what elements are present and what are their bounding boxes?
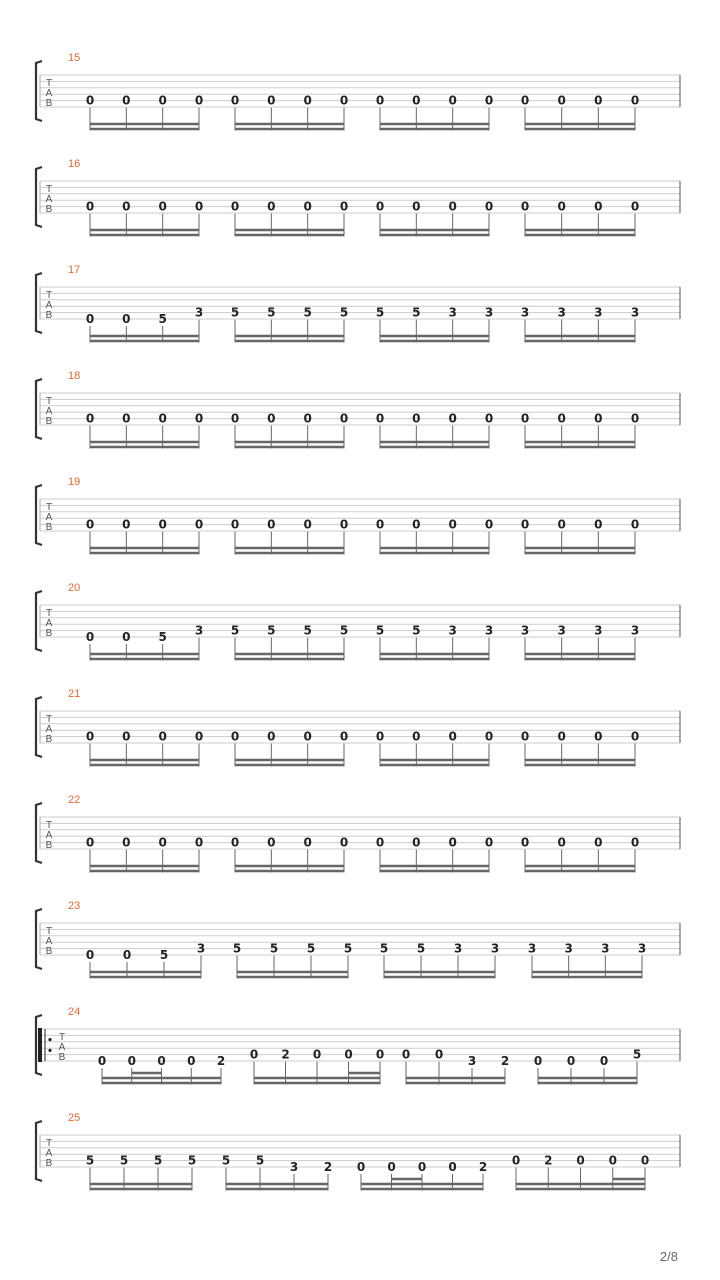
fret-number: 0 xyxy=(594,199,603,214)
fret-number: 0 xyxy=(594,411,603,426)
tab-clef-letter: T xyxy=(45,608,53,619)
fret-number: 0 xyxy=(267,729,276,744)
fret-number: 0 xyxy=(339,199,349,214)
fret-number: 0 xyxy=(484,729,494,744)
fret-number: 0 xyxy=(230,517,240,532)
fret-number: 5 xyxy=(412,623,421,638)
fret-number: 2 xyxy=(216,1054,226,1068)
tab-system xyxy=(36,900,680,979)
fret-number: 5 xyxy=(158,312,167,326)
fret-number: 0 xyxy=(158,93,167,108)
fret-number: 0 xyxy=(194,199,204,214)
fret-number: 0 xyxy=(594,93,603,108)
fret-number: 3 xyxy=(594,305,603,320)
fret-number: 0 xyxy=(356,1160,366,1174)
fret-number: 0 xyxy=(230,411,240,426)
fret-number: 0 xyxy=(448,199,457,214)
fret-number: 3 xyxy=(630,305,640,320)
fret-number: 0 xyxy=(484,517,494,532)
measure-number: 19 xyxy=(68,476,81,488)
fret-number: 0 xyxy=(230,199,240,214)
fret-number: 0 xyxy=(122,948,132,962)
fret-number: 0 xyxy=(303,835,312,850)
fret-number: 0 xyxy=(122,93,131,108)
fret-number: 3 xyxy=(520,623,530,638)
fret-number: 5 xyxy=(159,948,169,962)
fret-number: 5 xyxy=(416,941,426,956)
fret-number: 0 xyxy=(448,411,457,426)
fret-number: 5 xyxy=(230,623,240,638)
fret-number: 5 xyxy=(267,623,276,638)
tab-system xyxy=(36,158,680,237)
fret-number: 5 xyxy=(269,941,279,956)
fret-number: 0 xyxy=(484,411,494,426)
tab-clef-letter: A xyxy=(45,512,53,523)
fret-number: 0 xyxy=(412,93,421,108)
tab-clef-letter: A xyxy=(45,194,53,205)
fret-number: 0 xyxy=(339,517,349,532)
fret-number: 3 xyxy=(194,305,204,320)
system-bracket xyxy=(36,485,42,545)
fret-number: 0 xyxy=(187,1054,196,1068)
fret-number: 0 xyxy=(576,1153,585,1168)
tab-clef-letter: A xyxy=(45,618,53,629)
fret-number: 0 xyxy=(194,729,204,744)
tab-clef-letter: A xyxy=(45,300,53,311)
tab-clef-letter: B xyxy=(45,1158,53,1169)
fret-number: 0 xyxy=(303,411,312,426)
fret-number: 0 xyxy=(85,199,95,214)
measure-number: 23 xyxy=(68,900,81,912)
fret-number: 0 xyxy=(85,411,95,426)
fret-number: 0 xyxy=(85,835,95,850)
fret-number: 0 xyxy=(375,411,385,426)
fret-number: 0 xyxy=(85,517,95,532)
fret-number: 0 xyxy=(158,517,167,532)
fret-number: 0 xyxy=(520,835,530,850)
fret-number: 0 xyxy=(599,1054,609,1068)
fret-number: 2 xyxy=(478,1160,488,1174)
tab-clef-letter: T xyxy=(45,1138,53,1149)
fret-number: 3 xyxy=(289,1160,299,1174)
fret-number: 0 xyxy=(85,93,95,108)
fret-number: 3 xyxy=(557,305,566,320)
fret-number: 0 xyxy=(85,312,95,326)
fret-number: 3 xyxy=(520,305,530,320)
tab-clef-letter: B xyxy=(45,98,53,109)
tab-system xyxy=(36,370,680,449)
fret-number: 0 xyxy=(448,1160,457,1174)
system-bracket xyxy=(36,61,42,121)
fret-number: 0 xyxy=(484,93,494,108)
fret-number: 0 xyxy=(339,835,349,850)
fret-number: 0 xyxy=(448,729,457,744)
measure-number: 17 xyxy=(68,264,81,276)
fret-number: 0 xyxy=(557,835,566,850)
repeat-dot xyxy=(48,1049,51,1052)
system-bracket xyxy=(36,909,42,969)
fret-number: 0 xyxy=(122,835,131,850)
fret-number: 0 xyxy=(122,199,131,214)
fret-number: 0 xyxy=(434,1047,444,1062)
tab-clef-letter: B xyxy=(45,734,53,745)
fret-number: 0 xyxy=(594,729,603,744)
fret-number: 0 xyxy=(630,835,640,850)
fret-number: 0 xyxy=(630,411,640,426)
tab-system xyxy=(36,264,680,343)
fret-number: 0 xyxy=(375,517,385,532)
fret-number: 0 xyxy=(557,199,566,214)
tab-system xyxy=(36,476,680,555)
tab-system xyxy=(36,794,680,873)
fret-number: 0 xyxy=(412,729,421,744)
fret-number: 0 xyxy=(520,729,530,744)
fret-number: 3 xyxy=(564,941,573,956)
fret-number: 0 xyxy=(448,93,457,108)
fret-number: 0 xyxy=(303,93,312,108)
fret-number: 3 xyxy=(448,305,457,320)
fret-number: 0 xyxy=(194,517,204,532)
system-bracket xyxy=(36,167,42,227)
fret-number: 0 xyxy=(157,1054,166,1068)
fret-number: 0 xyxy=(520,411,530,426)
fret-number: 5 xyxy=(230,305,240,320)
tab-clef-letter: B xyxy=(45,416,53,427)
fret-number: 5 xyxy=(375,305,385,320)
fret-number: 0 xyxy=(303,517,312,532)
page-number: 2/8 xyxy=(659,1249,678,1264)
tab-clef-letter: T xyxy=(45,290,53,301)
tab-clef-letter: T xyxy=(58,1032,66,1043)
tab-clef-letter: B xyxy=(45,204,53,215)
system-bracket xyxy=(36,1121,42,1181)
fret-number: 5 xyxy=(303,305,312,320)
fret-number: 0 xyxy=(230,835,240,850)
fret-number: 3 xyxy=(490,941,500,956)
fret-number: 0 xyxy=(97,1054,107,1068)
system-bracket xyxy=(36,697,42,757)
repeat-dot xyxy=(48,1038,51,1041)
fret-number: 5 xyxy=(343,941,353,956)
fret-number: 0 xyxy=(484,835,494,850)
fret-number: 3 xyxy=(630,623,640,638)
fret-number: 0 xyxy=(158,729,167,744)
fret-number: 3 xyxy=(637,941,647,956)
fret-number: 0 xyxy=(158,411,167,426)
fret-number: 0 xyxy=(630,517,640,532)
fret-number: 0 xyxy=(267,199,276,214)
fret-number: 2 xyxy=(544,1153,553,1168)
fret-number: 0 xyxy=(85,948,95,962)
fret-number: 0 xyxy=(249,1047,259,1062)
fret-number: 0 xyxy=(448,517,457,532)
tab-clef-letter: B xyxy=(45,522,53,533)
fret-number: 0 xyxy=(122,517,131,532)
tab-clef-letter: T xyxy=(45,820,53,831)
fret-number: 0 xyxy=(375,729,385,744)
fret-number: 0 xyxy=(303,729,312,744)
fret-number: 0 xyxy=(267,835,276,850)
fret-number: 5 xyxy=(187,1153,197,1168)
fret-number: 5 xyxy=(339,623,349,638)
fret-number: 0 xyxy=(511,1153,521,1168)
fret-number: 3 xyxy=(448,623,457,638)
measure-number: 16 xyxy=(68,158,81,170)
fret-number: 0 xyxy=(640,1153,650,1168)
fret-number: 5 xyxy=(267,305,276,320)
fret-number: 5 xyxy=(232,941,242,956)
system-bracket xyxy=(36,591,42,651)
tab-clef-letter: T xyxy=(45,78,53,89)
fret-number: 3 xyxy=(467,1054,477,1068)
tab-clef-letter: T xyxy=(45,502,53,513)
tab-clef-letter: T xyxy=(45,184,53,195)
fret-number: 5 xyxy=(85,1153,95,1168)
fret-number: 2 xyxy=(323,1160,333,1174)
fret-number: 0 xyxy=(630,93,640,108)
fret-number: 0 xyxy=(412,411,421,426)
fret-number: 5 xyxy=(158,630,167,644)
tab-system xyxy=(36,582,680,661)
fret-number: 0 xyxy=(412,517,421,532)
fret-number: 5 xyxy=(119,1153,129,1168)
fret-number: 0 xyxy=(339,93,349,108)
fret-number: 3 xyxy=(484,305,494,320)
fret-number: 0 xyxy=(557,729,566,744)
fret-number: 0 xyxy=(267,411,276,426)
tab-clef-letter: B xyxy=(45,628,53,639)
tab-clef-letter: B xyxy=(45,946,53,957)
fret-number: 0 xyxy=(594,835,603,850)
fret-number: 3 xyxy=(527,941,537,956)
fret-number: 0 xyxy=(520,199,530,214)
fret-number: 0 xyxy=(158,199,167,214)
fret-number: 0 xyxy=(85,729,95,744)
fret-number: 3 xyxy=(601,941,610,956)
tab-clef-letter: A xyxy=(45,724,53,735)
tab-clef-letter: T xyxy=(45,396,53,407)
fret-number: 5 xyxy=(339,305,349,320)
fret-number: 3 xyxy=(557,623,566,638)
fret-number: 0 xyxy=(630,199,640,214)
fret-number: 3 xyxy=(196,941,206,956)
fret-number: 0 xyxy=(608,1153,617,1168)
fret-number: 3 xyxy=(594,623,603,638)
fret-number: 0 xyxy=(375,1047,385,1062)
fret-number: 0 xyxy=(230,729,240,744)
tab-clef-letter: A xyxy=(45,936,53,947)
tab-clef-letter: B xyxy=(45,310,53,321)
fret-number: 0 xyxy=(122,312,131,326)
fret-number: 0 xyxy=(401,1047,411,1062)
tab-system xyxy=(36,1006,680,1085)
repeat-thick-bar xyxy=(38,1028,42,1062)
fret-number: 5 xyxy=(153,1153,163,1168)
fret-number: 0 xyxy=(127,1054,136,1068)
tab-clef-letter: B xyxy=(45,840,53,851)
tab-clef-letter: A xyxy=(45,830,53,841)
fret-number: 0 xyxy=(533,1054,543,1068)
tab-clef-letter: A xyxy=(45,88,53,99)
fret-number: 0 xyxy=(303,199,312,214)
measure-number: 18 xyxy=(68,370,81,382)
fret-number: 2 xyxy=(281,1047,290,1062)
fret-number: 0 xyxy=(520,93,530,108)
tab-system xyxy=(36,688,680,767)
fret-number: 0 xyxy=(122,729,131,744)
fret-number: 0 xyxy=(566,1054,576,1068)
fret-number: 0 xyxy=(122,630,131,644)
system-bracket xyxy=(36,273,42,333)
fret-number: 0 xyxy=(339,729,349,744)
fret-number: 0 xyxy=(557,411,566,426)
fret-number: 5 xyxy=(255,1153,265,1168)
fret-number: 0 xyxy=(344,1047,353,1062)
fret-number: 5 xyxy=(375,623,385,638)
fret-number: 0 xyxy=(267,517,276,532)
fret-number: 5 xyxy=(306,941,316,956)
tab-system xyxy=(36,52,680,131)
fret-number: 0 xyxy=(85,630,95,644)
fret-number: 0 xyxy=(387,1160,396,1174)
fret-number: 5 xyxy=(412,305,421,320)
fret-number: 0 xyxy=(267,93,276,108)
fret-number: 0 xyxy=(194,835,204,850)
fret-number: 0 xyxy=(484,199,494,214)
fret-number: 0 xyxy=(194,411,204,426)
fret-number: 3 xyxy=(453,941,463,956)
fret-number: 5 xyxy=(303,623,312,638)
fret-number: 0 xyxy=(417,1160,427,1174)
system-bracket xyxy=(36,379,42,439)
fret-number: 0 xyxy=(230,93,240,108)
fret-number: 0 xyxy=(557,517,566,532)
fret-number: 3 xyxy=(194,623,204,638)
fret-number: 3 xyxy=(484,623,494,638)
fret-number: 0 xyxy=(122,411,131,426)
fret-number: 0 xyxy=(375,835,385,850)
tab-system xyxy=(36,1112,680,1191)
fret-number: 0 xyxy=(312,1047,322,1062)
fret-number: 0 xyxy=(412,835,421,850)
tab-clef-letter: T xyxy=(45,714,53,725)
tab-clef-letter: B xyxy=(58,1052,66,1063)
measure-number: 25 xyxy=(68,1112,81,1124)
fret-number: 5 xyxy=(632,1047,642,1062)
fret-number: 0 xyxy=(557,93,566,108)
tab-clef-letter: A xyxy=(45,406,53,417)
fret-number: 0 xyxy=(448,835,457,850)
tab-clef-letter: A xyxy=(58,1042,66,1053)
measure-number: 20 xyxy=(68,582,81,594)
fret-number: 0 xyxy=(194,93,204,108)
tab-clef-letter: T xyxy=(45,926,53,937)
fret-number: 0 xyxy=(520,517,530,532)
fret-number: 0 xyxy=(339,411,349,426)
fret-number: 0 xyxy=(158,835,167,850)
fret-number: 5 xyxy=(221,1153,231,1168)
fret-number: 2 xyxy=(500,1054,510,1068)
measure-number: 24 xyxy=(68,1006,81,1018)
fret-number: 0 xyxy=(375,199,385,214)
system-bracket xyxy=(36,803,42,863)
tab-clef-letter: A xyxy=(45,1148,53,1159)
fret-number: 0 xyxy=(412,199,421,214)
fret-number: 0 xyxy=(375,93,385,108)
fret-number: 5 xyxy=(379,941,389,956)
measure-number: 15 xyxy=(68,52,81,64)
fret-number: 0 xyxy=(630,729,640,744)
measure-number: 21 xyxy=(68,688,81,700)
measure-number: 22 xyxy=(68,794,81,806)
fret-number: 0 xyxy=(594,517,603,532)
